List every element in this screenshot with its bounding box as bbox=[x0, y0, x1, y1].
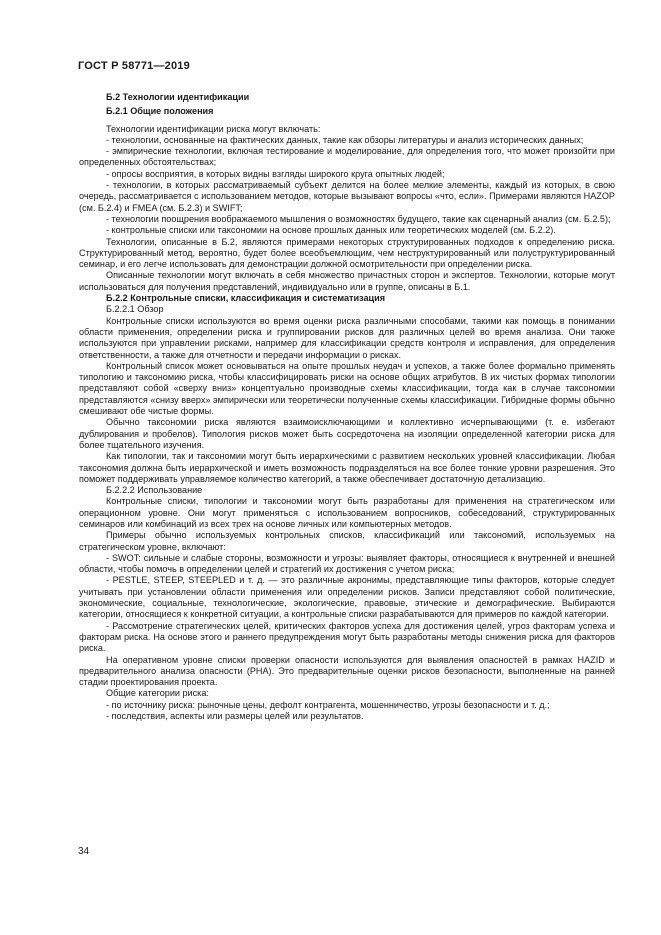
paragraph-p19: Примеры обычно используемых контрольных списков, классификаций или таксономий, используемых на стратегическом уровне, включают: bbox=[79, 530, 615, 552]
paragraph-p22: - Рассмотрение стратегических целей, критических факторов успеха для достижения целей, угроз факторам успеха и факторам риска. На основе этого и раннего предупреждения могут быть разработаны методы снижения риска для факторов риска. bbox=[79, 620, 615, 654]
paragraph-p11: Б.2.2 Контрольные списки, классификация и систематизация bbox=[106, 293, 386, 304]
paragraph-p0: Б.2 Технологии идентификации bbox=[106, 92, 250, 102]
paragraph-p12: Б.2.2.1 Обзор bbox=[106, 304, 164, 315]
paragraph-p9: Технологии, описанные в Б.2, являются примерами некоторых структурированных подходов к определению риска. Структурированный метод, вероятно, будет более всеобъемлющим, чем неструктурированный или полуструктурированный семинар, и его легче использовать для демонстрации должной осмотрительности при определении риска. bbox=[79, 236, 615, 270]
paragraph-p18: Контрольные списки, типологии и таксономии могут быть разработаны для применения на стратегическом или операционном уровне. Они могут применяться с использованием вопросников, собеседований, структурированных семинаров или комбинаций из всех трех на основе личных или компьютерных методов. bbox=[79, 496, 615, 529]
paragraph-p16: Как типологии, так и таксономии могут быть иерархическими с развитием нескольких уровней классификации. Любая таксономия должна быть иерархической и иметь возможность подразделяться на все более тонкие уровни разрешения. Это поможет поддерживать управляемое количество категорий, а также обеспечивает достаточную детализацию. bbox=[79, 451, 615, 484]
paragraph-p14: Контрольный список может основываться на опыте прошлых неудач и успехов, а также более формально применять типологию и таксономию риска, чтобы классифицировать риски на основе общих атрибутов. В их чистых формах типологии представляют собой «сверху вниз» концептуально производные схемы классификации, тогда как в случае таксономии представляются «снизу вверх» эмпирически или теоретически полученные схемы классификации. Гибридные формы обычно смешивают обе чистые формы. bbox=[79, 360, 615, 417]
document-header: ГОСТ Р 58771—2019 bbox=[78, 60, 190, 72]
document-body bbox=[79, 92, 615, 722]
paragraph-p25: - по источнику риска: рыночные цены, дефолт контрагента, мошенничество, угрозы безопасности и т. д.; bbox=[106, 699, 550, 710]
paragraph-p17: Б.2.2.2 Использование bbox=[106, 485, 203, 496]
paragraph-p20: - SWOT: сильные и слабые стороны, возможности и угрозы: выявляет факторы, относящиеся к внутренней и внешней области, чтобы помочь в определении целей и стратегий их достижения с учетом риска; bbox=[79, 552, 615, 575]
paragraph-p2: Технологии идентификации риска могут включать: bbox=[106, 123, 321, 134]
paragraph-p21: - PESTLE, STEEP, STEEPLED и т. д. — это различные акронимы, представляющие типы факторов, которые следует учитывать при установлении области применения или определении рисков. Записи представляют собой политические, экономические, социальные, технологические, экологические, правовые, этические и демографические. Выбираются категории, относящиеся к конкретной ситуации, а контрольные списки разрабатываются для примеров по каждой категории. bbox=[79, 575, 615, 620]
page-number: 34 bbox=[78, 846, 90, 857]
paragraph-p3: - технологии, основанные на фактических данных, такие как обзоры литературы и анализ исторических данных; bbox=[106, 134, 584, 145]
paragraph-p5: - опросы восприятия, в которых видны взгляды широкого круга опытных людей; bbox=[106, 168, 445, 179]
paragraph-p23: На оперативном уровне списки проверки опасности используются для выявления опасностей в рамках HAZID и предварительного анализа опасности (PHA). Это предварительные оценки рисков безопасности, выполненные на ранней стадии проектирования проекта. bbox=[79, 654, 615, 688]
paragraph-p13: Контрольные списки используются во время оценки риска различными способами, такими как помощь в понимании области применения, определении риска и группировании рисков для различных целей во время анализа. Они также используются при управлении рисками, например для классификации средств контроля и исправления, для определения ответственности, а также для отчетности и передачи информации о рисках. bbox=[79, 315, 615, 360]
paragraph-p15: Обычно таксономии риска являются взаимоисключающими и коллективно исчерпывающими (т. е. избегают дублирования и пробелов). Типология рисков может быть сосредоточена на изоляции определенной категории риска для более тщательного изучения. bbox=[79, 417, 615, 450]
paragraph-p24: Общие категории риска: bbox=[106, 688, 209, 699]
paragraph-p4: - эмпирические технологии, включая тестирование и моделирование, для определения того, что может произойти при определенных обстоятельствах; bbox=[79, 146, 615, 168]
paragraph-p1: Б.2.1 Общие положения bbox=[106, 106, 214, 117]
paragraph-p8: - контрольные списки или таксономии на основе прошлых данных или теоретических моделей (см. Б.2.2). bbox=[106, 225, 556, 236]
paragraph-p7: - технологии поощрения воображаемого мышления о возможностях будущего, такие как сценарный анализ (см. Б.2.5); bbox=[106, 213, 611, 224]
paragraph-p26: - последствия, аспекты или размеры целей или результатов. bbox=[106, 711, 364, 722]
paragraph-p6: - технологии, в которых рассматриваемый субъект делится на более мелкие элементы, каждый из которых, в свою очередь, рассматривается с использованием методов, которые вызывают вопросы «что, если». Примерами являются HAZOP (см. Б.2.4) и FMEA (см. Б.2.3) и SWIFT; bbox=[79, 180, 615, 213]
paragraph-p10: Описанные технологии могут включать в себя множество причастных сторон и экспертов. Технологии, которые могут использоваться для получения представлений, индивидуально или в группе, описаны в Б.1. bbox=[79, 270, 615, 292]
